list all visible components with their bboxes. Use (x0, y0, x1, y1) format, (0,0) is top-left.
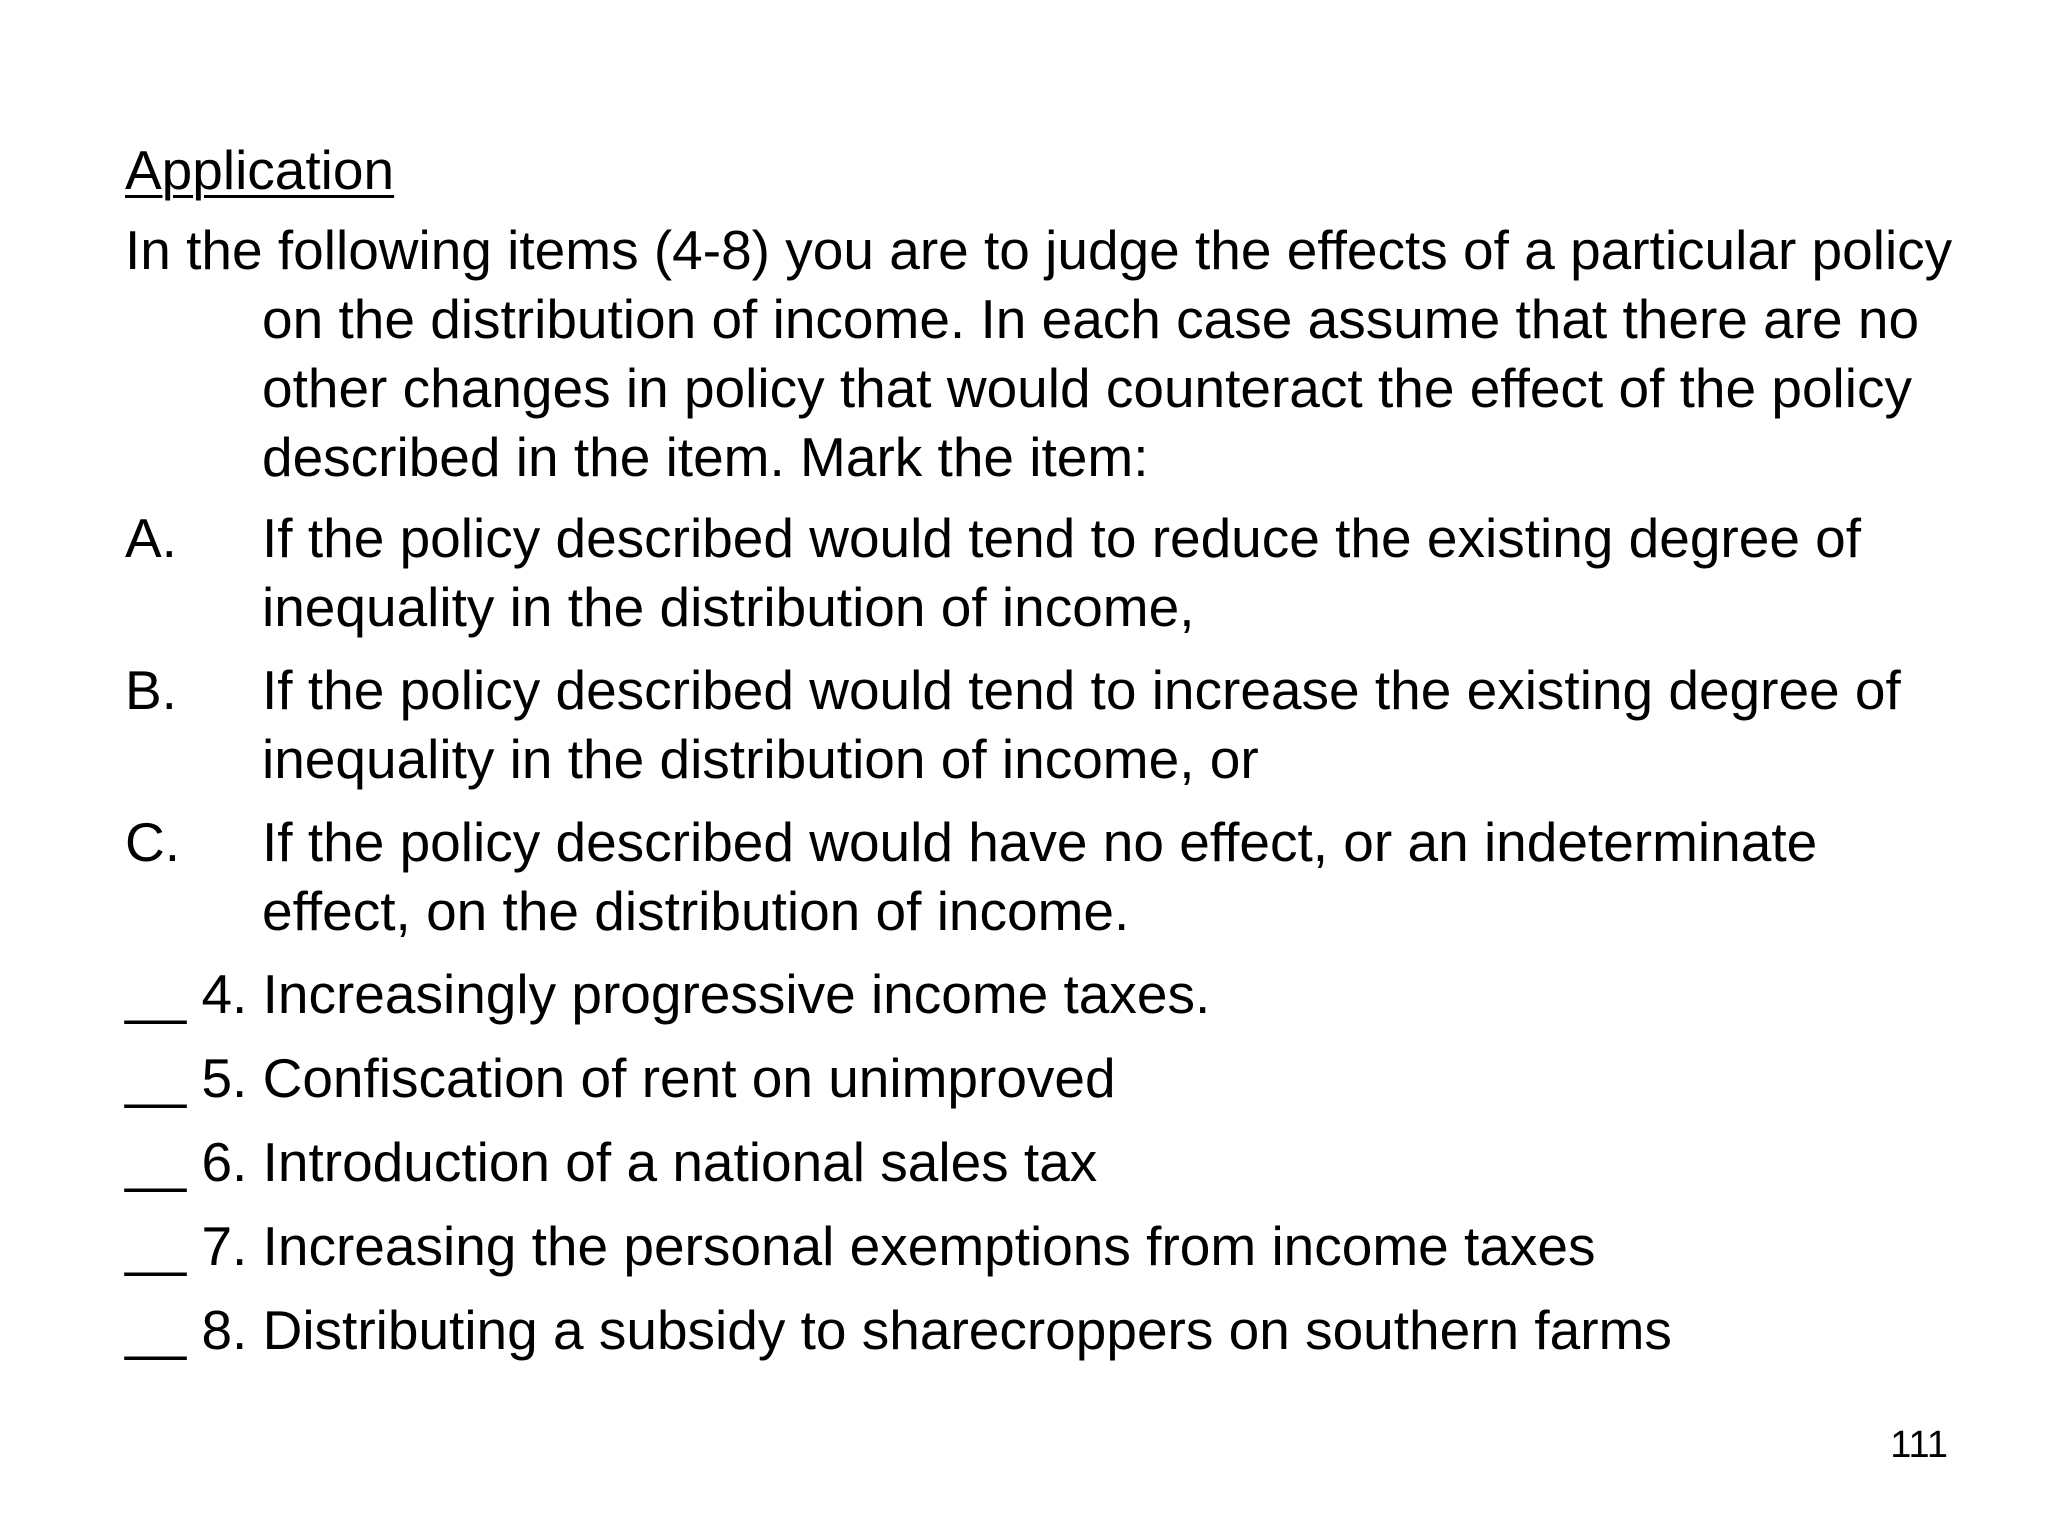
question-item-6: __ 6. Introduction of a national sales tax (125, 1131, 1098, 1193)
question-item-5: __ 5. Confiscation of rent on unimproved (125, 1047, 1116, 1109)
question-item-4: __ 4. Increasingly progressive income taxes. (125, 963, 1211, 1025)
question-item-7: __ 7. Increasing the personal exemptions from income taxes (125, 1215, 1596, 1277)
option-text: If the policy described would tend to increase the existing degree of inequality in the distribution of income, or (262, 659, 1901, 790)
option-text: If the policy described would have no effect, or an indeterminate effect, on the distribution of income. (262, 811, 1818, 942)
answer-option-c (125, 808, 1955, 946)
option-letter: B. (125, 659, 177, 721)
slide-content (125, 130, 1955, 1380)
page-number: 111 (1890, 1424, 1948, 1466)
option-text: If the policy described would tend to reduce the existing degree of inequality in the distribution of income, (262, 507, 1862, 638)
answer-option-b (125, 656, 1955, 794)
section-heading: Application (125, 139, 395, 201)
question-item-8: __ 8. Distributing a subsidy to sharecroppers on southern farms (125, 1299, 1672, 1361)
option-letter: C. (125, 811, 180, 873)
instructions-paragraph: In the following items (4-8) you are to judge the effects of a particular policy on the distribution of income. In each case assume that there are no other changes in policy that would counteract the effect of the policy described in the item. Mark the item: (125, 219, 1953, 488)
option-letter: A. (125, 507, 177, 569)
answer-option-a (125, 504, 1955, 642)
